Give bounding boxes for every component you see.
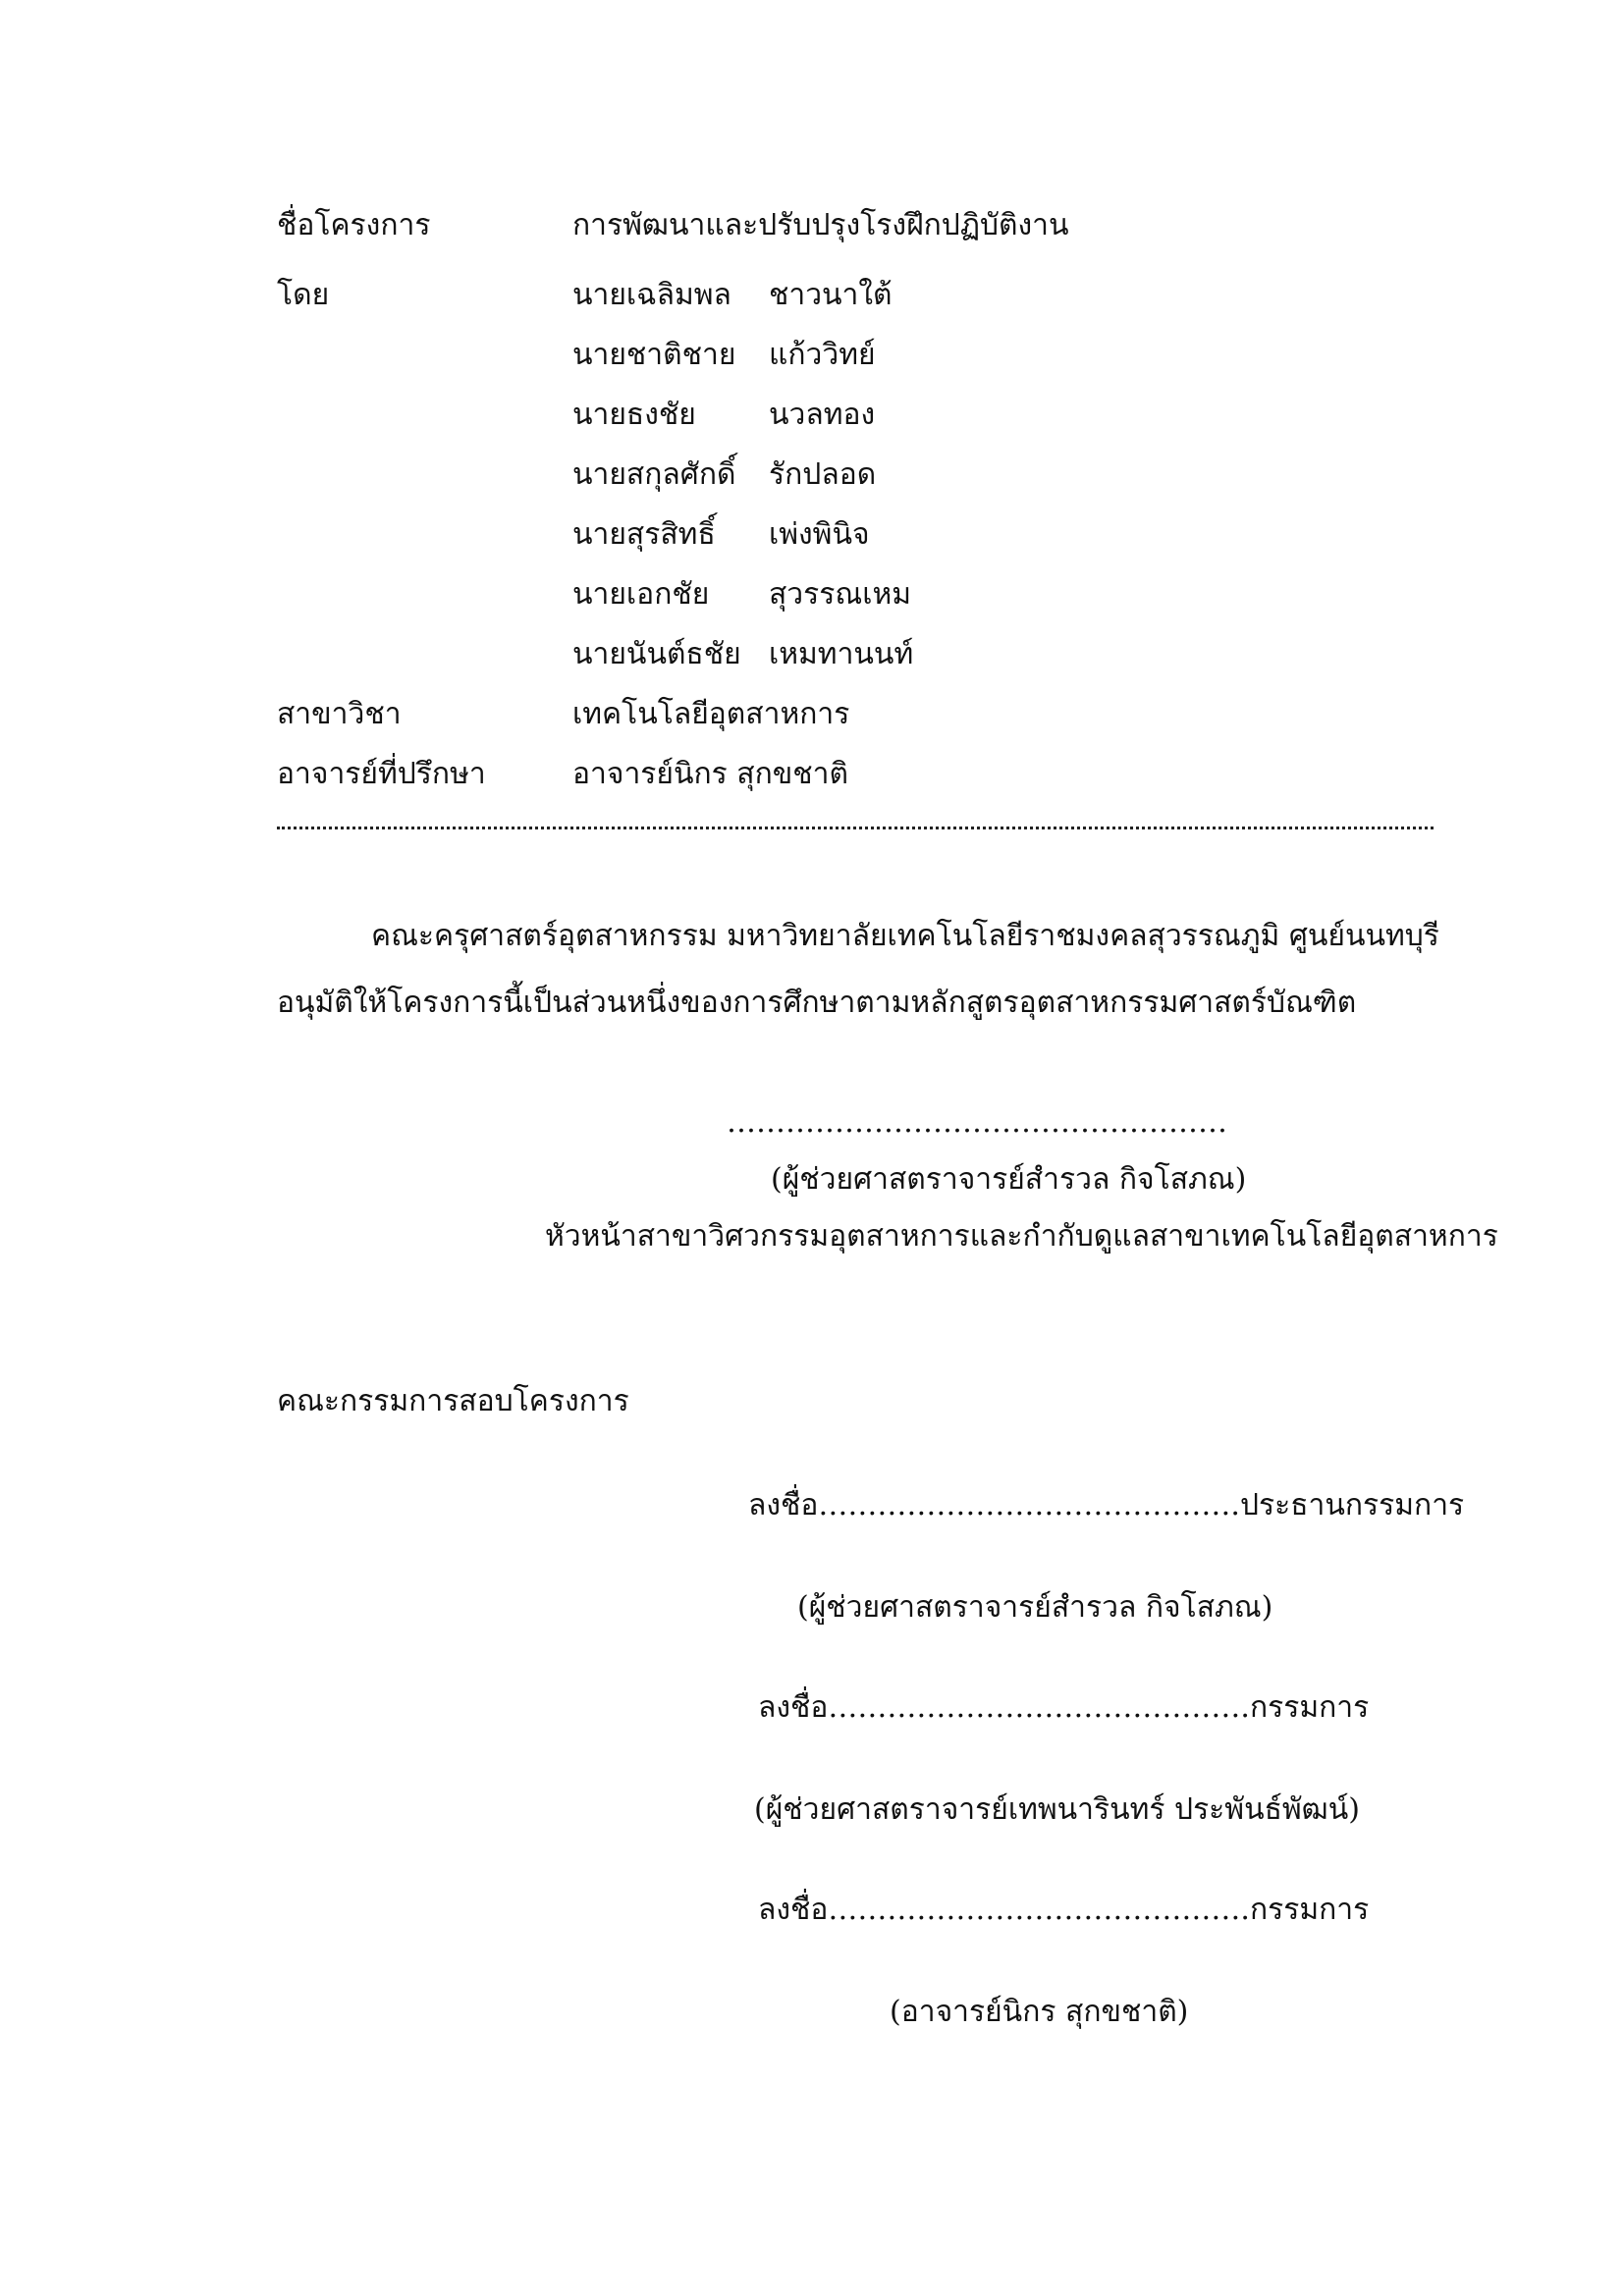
dotted-separator xyxy=(277,827,1434,829)
author-first-name: นายชาติชาย xyxy=(572,338,736,372)
author-last-name: นวลทอง xyxy=(769,398,876,432)
author-last-name: แก้ววิทย์ xyxy=(769,338,876,372)
head-signer-name: (ผู้ช่วยศาสตราจารย์สำรวล กิจโสภณ) xyxy=(771,1162,1247,1197)
author-first-name: นายสกุลศักดิ์ xyxy=(572,457,736,492)
committee-sign-line: ลงชื่อ…………………………………….ประธานกรรมการ xyxy=(748,1488,1465,1522)
committee-member-name: (ผู้ช่วยศาสตราจารย์สำรวล กิจโสภณ) xyxy=(797,1590,1273,1625)
author-last-name: รักปลอด xyxy=(769,457,877,492)
head-signer-title: หัวหน้าสาขาวิศวกรรมอุตสาหการและกำกับดูแลสาขาเทคโนโลยีอุตสาหการ xyxy=(545,1219,1498,1254)
major-value: เทคโนโลยีอุตสาหการ xyxy=(572,697,850,731)
author-first-name: นายสุรสิทธิ์ xyxy=(572,517,716,552)
head-signature-dots: …………………………………………… xyxy=(727,1105,1227,1140)
author-last-name: เพ่งพินิจ xyxy=(769,517,870,552)
author-last-name: เหมทานนท์ xyxy=(769,637,914,671)
committee-heading: คณะกรรมการสอบโครงการ xyxy=(277,1384,629,1418)
approval-line-1: คณะครุศาสตร์อุตสาหกรรม มหาวิทยาลัยเทคโนโลยีราชมงคลสุวรรณภูมิ ศูนย์นนทบุรี xyxy=(371,919,1439,953)
by-label: โดย xyxy=(277,278,330,312)
committee-member-name: (อาจารย์นิกร สุกขชาติ) xyxy=(890,1995,1189,2029)
approval-paragraph xyxy=(277,903,1439,1037)
major-label: สาขาวิชา xyxy=(277,697,402,731)
author-first-name: นายนันต์ธชัย xyxy=(572,637,741,671)
advisor-value: อาจารย์นิกร สุกขชาติ xyxy=(572,757,848,791)
author-first-name: นายธงชัย xyxy=(572,398,696,432)
approval-line-2: อนุมัติให้โครงการนี้เป็นส่วนหนึ่งของการศึกษาตามหลักสูตรอุตสาหกรรมศาสตร์บัณฑิต xyxy=(277,986,1357,1020)
committee-sign-line: ลงชื่อ…………………………………….กรรมการ xyxy=(758,1690,1370,1725)
author-last-name: สุวรรณเหม xyxy=(769,577,912,612)
project-label: ชื่อโครงการ xyxy=(277,208,431,242)
author-first-name: นายเฉลิมพล xyxy=(572,278,731,312)
committee-member-name: (ผู้ช่วยศาสตราจารย์เทพนารินทร์ ประพันธ์พัฒน์) xyxy=(754,1792,1360,1827)
project-title: การพัฒนาและปรับปรุงโรงฝึกปฏิบัติงาน xyxy=(572,208,1069,242)
committee-sign-line: ลงชื่อ…………………………………….กรรมการ xyxy=(758,1893,1370,1927)
advisor-label: อาจารย์ที่ปรึกษา xyxy=(277,757,486,791)
author-first-name: นายเอกชัย xyxy=(572,577,710,612)
author-last-name: ชาวนาใต้ xyxy=(769,278,893,312)
